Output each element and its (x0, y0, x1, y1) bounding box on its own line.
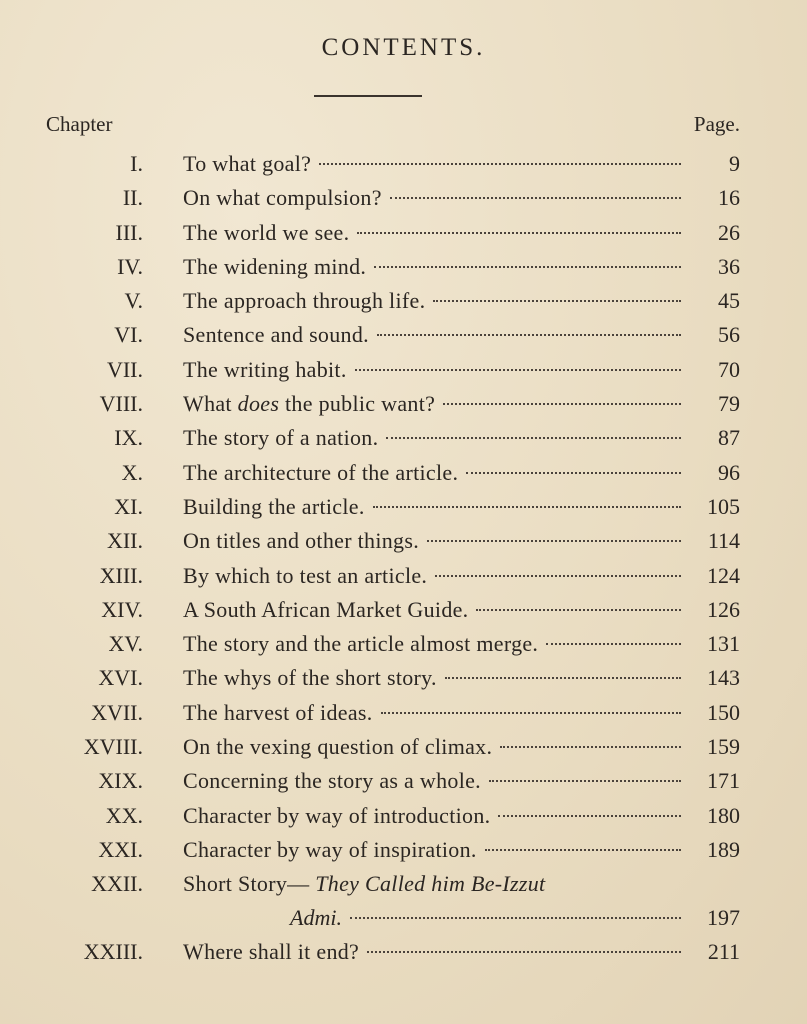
chapter-title-continued: Admi. (290, 905, 342, 931)
story-title: They Called him Be-Izzut (315, 871, 546, 897)
leader-dots (433, 300, 681, 302)
chapter-title: On what compulsion? (183, 185, 382, 211)
toc-entry (0, 524, 807, 558)
chapter-title: A South African Market Guide. (183, 596, 469, 622)
chapter-title: The story of a nation. (183, 425, 379, 451)
page-number: 96 (718, 459, 740, 485)
leader-dots (386, 437, 681, 439)
chapter-title: The approach through life. (183, 288, 426, 314)
page-number: 211 (707, 939, 740, 965)
page-number: 131 (707, 631, 740, 657)
emphasis-word: does (237, 391, 280, 417)
toc-entry (0, 216, 807, 250)
chapter-number: IX. (114, 425, 143, 451)
leader-dots (390, 197, 681, 199)
page-number: 150 (707, 699, 740, 725)
page-number: 70 (718, 356, 740, 382)
chapter-number: XIV. (101, 596, 143, 622)
page-number: 45 (718, 288, 740, 314)
toc-entry (0, 593, 807, 627)
chapter-number: XXIII. (83, 939, 143, 965)
toc-entry (0, 559, 807, 593)
chapter-number: XVII. (91, 699, 143, 725)
leader-dots (435, 575, 681, 577)
leader-dots (381, 712, 681, 714)
leader-dots (357, 232, 681, 234)
leader-dots (445, 677, 681, 679)
toc-entry (0, 181, 807, 215)
page-title: CONTENTS. (321, 34, 486, 61)
chapter-number: XIX. (98, 768, 143, 794)
page-number: 189 (707, 836, 740, 862)
chapter-number: XII. (106, 528, 143, 554)
page-number: 105 (707, 493, 740, 519)
page-number: 79 (718, 391, 740, 417)
leader-dots (489, 780, 681, 782)
toc-entry (0, 353, 807, 387)
chapter-title: Character by way of introduction. (183, 802, 491, 828)
chapter-title: On titles and other things. (183, 528, 420, 554)
chapter-number: V. (124, 288, 143, 314)
toc-entry (0, 799, 807, 833)
leader-dots (367, 951, 681, 953)
leader-dots (355, 369, 681, 371)
toc-entry (0, 935, 807, 969)
leader-dots (500, 746, 681, 748)
chapter-title: Sentence and sound. (183, 322, 369, 348)
page-number: 159 (707, 734, 740, 760)
toc-entry (0, 318, 807, 352)
toc-entry (0, 661, 807, 695)
page-number: 56 (718, 322, 740, 348)
chapter-title: Concerning the story as a whole. (183, 768, 481, 794)
page-column-header: Page. (693, 112, 740, 136)
chapter-number: XXII. (91, 871, 143, 897)
page-number: 36 (718, 253, 740, 279)
chapter-number: XIII. (99, 562, 143, 588)
toc-entry (0, 833, 807, 867)
chapter-number: XV. (108, 631, 143, 657)
toc-entry (0, 627, 807, 661)
toc-entry (0, 696, 807, 730)
title-rule (314, 95, 422, 97)
chapter-number: X. (121, 459, 143, 485)
leader-dots (466, 472, 681, 474)
chapter-number: XX. (105, 802, 143, 828)
page-number: 114 (707, 528, 740, 554)
chapter-title: The harvest of ideas. (183, 699, 373, 725)
chapter-title: Character by way of inspiration. (183, 836, 477, 862)
chapter-number: VI. (114, 322, 143, 348)
page-number: 124 (707, 562, 740, 588)
page-number: 197 (707, 905, 740, 931)
chapter-number: VIII. (99, 391, 143, 417)
page-number: 87 (718, 425, 740, 451)
chapter-number: XVI. (98, 665, 143, 691)
chapter-title: The widening mind. (183, 253, 367, 279)
page-number: 143 (707, 665, 740, 691)
chapter-title: The world we see. (183, 219, 350, 245)
page-number: 171 (707, 768, 740, 794)
page-number: 26 (718, 219, 740, 245)
leader-dots (546, 643, 681, 645)
toc-entry (0, 730, 807, 764)
chapter-number: XVIII. (83, 734, 143, 760)
chapter-number: I. (130, 151, 143, 176)
toc-entry (0, 456, 807, 490)
leader-dots (443, 403, 681, 405)
chapter-number: IV. (117, 253, 143, 279)
leader-dots (476, 609, 681, 611)
chapter-number: XXI. (98, 836, 143, 862)
chapter-number: III. (115, 219, 143, 245)
leader-dots (485, 849, 681, 851)
toc-entry (0, 147, 807, 181)
page-number: 126 (707, 596, 740, 622)
toc-entry (0, 764, 807, 798)
toc-entry (0, 490, 807, 524)
page-number: 9 (729, 151, 740, 176)
toc-entry (0, 387, 807, 421)
page-number: 16 (718, 185, 740, 211)
chapter-title: The writing habit. (183, 356, 347, 382)
chapter-title: By which to test an article. (183, 562, 428, 588)
leader-dots (427, 540, 681, 542)
chapter-title: To what goal? (183, 151, 312, 176)
toc-entry (0, 284, 807, 318)
chapter-title: On the vexing question of climax. (183, 734, 493, 760)
chapter-column-header: Chapter (46, 112, 113, 136)
leader-dots (373, 506, 681, 508)
leader-dots (498, 815, 681, 817)
chapter-title: Where shall it end? (183, 939, 360, 965)
chapter-title: Building the article. (183, 493, 365, 519)
leader-dots (377, 334, 681, 336)
toc-entry (0, 867, 807, 935)
toc-entry (0, 250, 807, 284)
table-of-contents (0, 147, 807, 970)
chapter-title: The whys of the short story. (183, 665, 437, 691)
leader-dots (350, 917, 681, 919)
toc-entry (0, 421, 807, 455)
leader-dots (319, 163, 681, 165)
chapter-number: II. (122, 185, 143, 211)
chapter-title: The story and the article almost merge. (183, 631, 539, 657)
chapter-title: The architecture of the article. (183, 459, 459, 485)
chapter-title: Short Story— They Called him Be-Izzut (183, 871, 546, 897)
page-number: 180 (707, 802, 740, 828)
chapter-number: XI. (114, 493, 143, 519)
chapter-title: What does the public want? (183, 391, 436, 417)
chapter-number: VII. (106, 356, 143, 382)
leader-dots (374, 266, 681, 268)
